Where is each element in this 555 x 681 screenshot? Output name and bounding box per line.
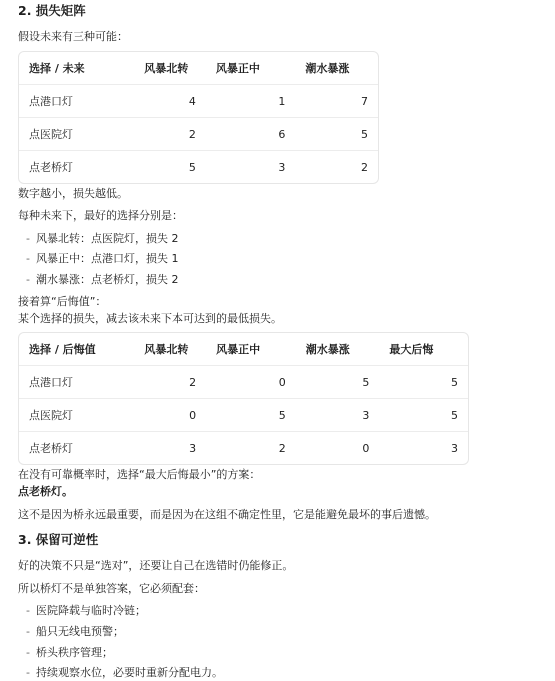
table-header-row xyxy=(19,52,378,84)
table-cell: 2 xyxy=(134,365,206,398)
table-header: 潮水暴涨 xyxy=(305,343,350,356)
table-cell: 点港口灯 xyxy=(19,365,134,398)
table-cell: 1 xyxy=(206,84,296,117)
paragraph: 所以桥灯不是单独答案，它必须配套： xyxy=(18,582,205,595)
table-row xyxy=(19,84,378,117)
list-item-text: 风暴正中：点港口灯，损失 1 xyxy=(35,252,179,265)
table-header: 选择 / 后悔值 xyxy=(29,343,96,356)
paragraph: 好的决策不只是“选对”，还要让自己在选错时仍能修正。 xyxy=(18,559,294,572)
table-cell: 5 xyxy=(379,365,468,398)
regret-intro: 接着算“后悔值”： xyxy=(18,295,107,308)
table-cell: 点港口灯 xyxy=(19,84,134,117)
table-row xyxy=(19,150,378,183)
table-cell: 6 xyxy=(206,117,296,150)
table-cell: 0 xyxy=(134,398,206,431)
table-header: 风暴北转 xyxy=(144,343,189,356)
intro-text: 假设未来有三种可能： xyxy=(18,30,128,43)
list-item: - 潮水暴涨：点老桥灯，损失 2 xyxy=(26,273,179,286)
loss-matrix-table xyxy=(18,51,379,184)
table-cell: 0 xyxy=(296,431,380,464)
list-item-text: 桥头秩序管理； xyxy=(35,646,113,659)
table-cell: 3 xyxy=(206,150,296,183)
table-header: 最大后悔 xyxy=(389,343,434,356)
table-header: 风暴正中 xyxy=(215,62,260,75)
table-cell: 4 xyxy=(134,84,206,117)
section-heading-loss-matrix: 2. 损失矩阵 xyxy=(18,3,86,18)
list-item-text: 持续观察水位，必要时重新分配电力。 xyxy=(35,666,223,679)
table-cell: 3 xyxy=(296,398,380,431)
list-item: - 持续观察水位，必要时重新分配电力。 xyxy=(26,666,223,679)
list-item-text: 潮水暴涨：点老桥灯，损失 2 xyxy=(35,273,179,286)
table-row xyxy=(19,398,468,431)
conclusion-explanation: 这不是因为桥永远最重要，而是因为在这组不确定性里，它是能避免最坏的事后遗憾。 xyxy=(18,508,436,521)
table-cell: 点老桥灯 xyxy=(19,150,134,183)
list-item: - 风暴北转：点医院灯，损失 2 xyxy=(26,232,179,245)
table-cell: 2 xyxy=(134,117,206,150)
table-cell: 0 xyxy=(206,365,296,398)
regret-definition: 某个选择的损失，减去该未来下本可达到的最低损失。 xyxy=(18,312,282,325)
list-item: - 医院降载与临时冷链； xyxy=(26,604,146,617)
table-header-row xyxy=(19,333,468,365)
table-cell: 5 xyxy=(379,398,468,431)
table-row xyxy=(19,431,468,464)
note-text: 数字越小，损失越低。 xyxy=(18,187,128,200)
table-header: 潮水暴涨 xyxy=(305,62,350,75)
table-row xyxy=(19,117,378,150)
list-item-text: 风暴北转：点医院灯，损失 2 xyxy=(35,232,179,245)
table-cell: 5 xyxy=(206,398,296,431)
table-row xyxy=(19,365,468,398)
table-cell: 5 xyxy=(134,150,206,183)
table-header: 选择 / 未来 xyxy=(29,62,85,75)
conclusion-answer: 点老桥灯。 xyxy=(18,485,73,498)
table-cell: 2 xyxy=(206,431,296,464)
list-item: - 船只无线电预警； xyxy=(26,625,124,638)
table-cell: 点老桥灯 xyxy=(19,431,134,464)
table-header: 风暴北转 xyxy=(144,62,189,75)
table-cell: 点医院灯 xyxy=(19,398,134,431)
list-item-text: 医院降载与临时冷链； xyxy=(35,604,146,617)
table-cell: 3 xyxy=(379,431,468,464)
note-text: 每种未来下，最好的选择分别是： xyxy=(18,209,183,222)
table-cell: 5 xyxy=(295,117,378,150)
table-cell: 7 xyxy=(295,84,378,117)
table-cell: 点医院灯 xyxy=(19,117,134,150)
list-item: - 桥头秩序管理； xyxy=(26,646,113,659)
table-cell: 2 xyxy=(295,150,378,183)
section-heading-reversibility: 3. 保留可逆性 xyxy=(18,532,99,547)
table-cell: 3 xyxy=(134,431,206,464)
table-header: 风暴正中 xyxy=(216,343,261,356)
regret-table xyxy=(18,332,469,465)
list-item-text: 船只无线电预警； xyxy=(35,625,124,638)
table-cell: 5 xyxy=(296,365,380,398)
list-item: - 风暴正中：点港口灯，损失 1 xyxy=(26,252,179,265)
conclusion-text: 在没有可靠概率时，选择“最大后悔最小”的方案： xyxy=(18,468,261,481)
